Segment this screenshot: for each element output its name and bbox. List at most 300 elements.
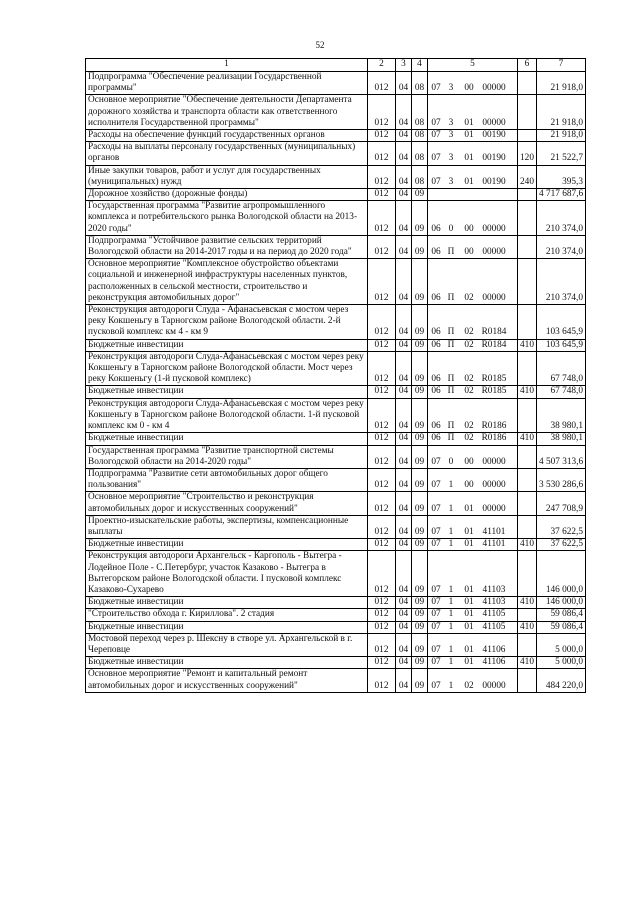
expense-type-code: 120 [518, 142, 537, 165]
subsection-code: 09 [412, 633, 428, 656]
target-code-segment: 07 [431, 539, 441, 550]
target-code-segment: 01 [464, 657, 474, 668]
expense-type-code [518, 633, 537, 656]
target-code-segment: 01 [464, 597, 474, 608]
header-col-4: 4 [412, 59, 428, 72]
amount: 103 645,9 [537, 339, 586, 351]
target-code-segment: 41103 [482, 597, 506, 608]
expense-type-code: 410 [518, 597, 537, 609]
target-code-segment: 07 [431, 526, 441, 537]
target-code-segment: 01 [464, 153, 474, 164]
target-code-segment: 00190 [482, 130, 506, 141]
ministry-code: 012 [368, 468, 396, 491]
table-row [86, 433, 586, 445]
target-code-segment: 00 [464, 456, 474, 467]
amount: 4 717 687,6 [537, 189, 586, 201]
section-code: 04 [396, 609, 412, 621]
target-code-segment: П [447, 386, 455, 397]
target-code-segment: 1 [448, 539, 454, 550]
target-code-segment: 07 [431, 621, 441, 632]
target-code-segment: 1 [448, 584, 454, 595]
target-code-segment: 06 [431, 421, 441, 432]
target-code-segment: 07 [431, 176, 441, 187]
subsection-code: 09 [412, 597, 428, 609]
target-code-segment: 00000 [482, 247, 506, 258]
section-code: 04 [396, 189, 412, 201]
amount: 247 708,9 [537, 492, 586, 515]
subsection-code: 09 [412, 398, 428, 433]
item-name: Бюджетные инвестиции [86, 621, 368, 633]
target-code-segment: 06 [431, 339, 441, 350]
section-code: 04 [396, 597, 412, 609]
target-code-segment: 0 [448, 223, 454, 234]
subsection-code: 09 [412, 468, 428, 491]
target-code-segment: 02 [464, 292, 474, 303]
target-code-segment: 00000 [482, 456, 506, 467]
target-code-segment: 41103 [482, 584, 506, 595]
amount: 37 622,5 [537, 539, 586, 551]
table-row [86, 235, 586, 258]
amount: 67 748,0 [537, 386, 586, 398]
table-row [86, 201, 586, 236]
section-code: 04 [396, 492, 412, 515]
item-name: Государственная программа "Развитие транспортной системы Вологодской области на 2014-2020 годы" [86, 445, 368, 468]
amount: 67 748,0 [537, 351, 586, 386]
amount: 210 374,0 [537, 201, 586, 236]
expense-type-code [518, 398, 537, 433]
ministry-code: 012 [368, 398, 396, 433]
target-article-code [428, 95, 518, 130]
subsection-code: 08 [412, 142, 428, 165]
section-code: 04 [396, 235, 412, 258]
item-name: Реконструкция автодороги Слуда - Афанасьевская с мостом через реку Кокшеньгу в Тарногском районе Вологодской области. 2-й пусковой комплекс км 4 - км 9 [86, 305, 368, 340]
amount: 484 220,0 [537, 669, 586, 692]
target-code-segment: 00 [464, 83, 474, 94]
target-code-segment: 00000 [482, 680, 506, 691]
target-code-segment: 06 [431, 292, 441, 303]
target-article-code [428, 165, 518, 188]
target-article-code [428, 657, 518, 669]
target-code-segment: П [447, 433, 455, 444]
target-code-segment: 06 [431, 327, 441, 338]
item-name: Реконструкция автодороги Слуда-Афанасьевская с мостом через реку Кокшеньгу в Тарногском районе Вологодской области. Мост через реку Кокшеньгу (1-й пусковой комплекс) [86, 351, 368, 386]
section-code: 04 [396, 142, 412, 165]
ministry-code: 012 [368, 189, 396, 201]
ministry-code: 012 [368, 609, 396, 621]
item-name: Основное мероприятие "Комплексное обустройство объектами социальной и инженерной инфраструктуры населенных пунктов, расположенных в сельской местности, строительство и реконструкция автомобильных дорог" [86, 259, 368, 305]
target-code-segment: 00190 [482, 153, 506, 164]
section-code: 04 [396, 657, 412, 669]
item-name: Иные закупки товаров, работ и услуг для государственных (муниципальных) нужд [86, 165, 368, 188]
target-code-segment: П [447, 247, 455, 258]
amount: 395,3 [537, 165, 586, 188]
section-code: 04 [396, 72, 412, 95]
target-article-code [428, 597, 518, 609]
target-article-code [428, 189, 518, 201]
section-code: 04 [396, 669, 412, 692]
target-code-segment: 02 [464, 386, 474, 397]
expense-type-code [518, 492, 537, 515]
target-code-segment: R0185 [481, 386, 507, 397]
ministry-code: 012 [368, 621, 396, 633]
subsection-code: 09 [412, 621, 428, 633]
ministry-code: 012 [368, 165, 396, 188]
section-code: 04 [396, 351, 412, 386]
amount: 21 918,0 [537, 95, 586, 130]
table-row [86, 386, 586, 398]
header-col-2: 2 [368, 59, 396, 72]
ministry-code: 012 [368, 259, 396, 305]
expense-type-code [518, 259, 537, 305]
subsection-code: 09 [412, 609, 428, 621]
item-name: Подпрограмма "Устойчивое развитие сельских территорий Вологодской области на 2014-2017 годы и на период до 2020 года" [86, 235, 368, 258]
target-code-segment: 07 [431, 456, 441, 467]
amount: 146 000,0 [537, 551, 586, 597]
section-code: 04 [396, 305, 412, 340]
header-col-3: 3 [396, 59, 412, 72]
budget-table [85, 58, 586, 693]
target-code-segment: 01 [464, 584, 474, 595]
target-code-segment: 07 [431, 117, 441, 128]
target-code-segment: П [447, 339, 455, 350]
target-code-segment: 00190 [482, 176, 506, 187]
target-article-code [428, 539, 518, 551]
section-code: 04 [396, 201, 412, 236]
target-article-code [428, 492, 518, 515]
table-row [86, 165, 586, 188]
section-code: 04 [396, 621, 412, 633]
target-code-segment: 07 [431, 584, 441, 595]
target-code-segment: 3 [448, 176, 454, 187]
table-row [86, 515, 586, 538]
target-code-segment: 02 [464, 433, 474, 444]
subsection-code: 09 [412, 189, 428, 201]
subsection-code: 09 [412, 386, 428, 398]
table-row [86, 539, 586, 551]
target-code-segment: 3 [448, 130, 454, 141]
subsection-code: 09 [412, 539, 428, 551]
subsection-code: 08 [412, 72, 428, 95]
amount: 146 000,0 [537, 597, 586, 609]
section-code: 04 [396, 551, 412, 597]
table-row [86, 597, 586, 609]
expense-type-code [518, 305, 537, 340]
target-article-code [428, 669, 518, 692]
ministry-code: 012 [368, 339, 396, 351]
target-code-segment: R0185 [481, 374, 507, 385]
target-code-segment: 41101 [482, 539, 506, 550]
target-code-segment: 1 [448, 597, 454, 608]
section-code: 04 [396, 515, 412, 538]
subsection-code: 09 [412, 657, 428, 669]
table-row [86, 189, 586, 201]
subsection-code: 09 [412, 492, 428, 515]
target-code-segment: 00 [464, 480, 474, 491]
target-code-segment: 06 [431, 386, 441, 397]
item-name: Бюджетные инвестиции [86, 657, 368, 669]
item-name: Подпрограмма "Обеспечение реализации Государственной программы" [86, 72, 368, 95]
item-name: Основное мероприятие "Строительство и реконструкция автомобильных дорог и искусственных сооружений" [86, 492, 368, 515]
target-code-segment: 01 [464, 609, 474, 620]
target-code-segment: 00 [464, 247, 474, 258]
target-code-segment: 00000 [482, 117, 506, 128]
subsection-code: 09 [412, 551, 428, 597]
target-code-segment: 00000 [482, 292, 506, 303]
subsection-code: 09 [412, 259, 428, 305]
amount: 38 980,1 [537, 433, 586, 445]
target-code-segment: 01 [464, 621, 474, 632]
item-name: Основное мероприятие "Обеспечение деятельности Департамента дорожного хозяйства и транспорта области как ответственного исполнителя Государственной программы" [86, 95, 368, 130]
amount: 21 522,7 [537, 142, 586, 165]
table-row [86, 633, 586, 656]
amount: 210 374,0 [537, 235, 586, 258]
table-row [86, 445, 586, 468]
item-name: Государственная программа "Развитие агропромышленного комплекса и потребительского рынка Вологодской области на 2013-2020 годы" [86, 201, 368, 236]
target-code-segment: 1 [448, 480, 454, 491]
item-name: Бюджетные инвестиции [86, 597, 368, 609]
target-code-segment: 01 [464, 503, 474, 514]
section-code: 04 [396, 633, 412, 656]
amount: 59 086,4 [537, 609, 586, 621]
table-row [86, 468, 586, 491]
ministry-code: 012 [368, 445, 396, 468]
target-code-segment: R0184 [481, 327, 507, 338]
target-code-segment: 02 [464, 680, 474, 691]
subsection-code: 08 [412, 130, 428, 142]
item-name: Расходы на обеспечение функций государственных органов [86, 130, 368, 142]
target-article-code [428, 339, 518, 351]
amount: 4 507 313,6 [537, 445, 586, 468]
target-article-code [428, 433, 518, 445]
page-number: 52 [315, 40, 325, 50]
table-row [86, 492, 586, 515]
item-name: "Строительство обхода г. Кириллова". 2 стадия [86, 609, 368, 621]
table-row [86, 130, 586, 142]
target-article-code [428, 445, 518, 468]
expense-type-code: 410 [518, 539, 537, 551]
item-name: Бюджетные инвестиции [86, 339, 368, 351]
target-code-segment: 00000 [482, 503, 506, 514]
target-code-segment: 41106 [482, 657, 506, 668]
amount: 103 645,9 [537, 305, 586, 340]
expense-type-code [518, 189, 537, 201]
ministry-code: 012 [368, 539, 396, 551]
target-code-segment: 01 [464, 539, 474, 550]
expense-type-code [518, 515, 537, 538]
ministry-code: 012 [368, 305, 396, 340]
target-code-segment: 00000 [482, 480, 506, 491]
expense-type-code [518, 95, 537, 130]
ministry-code: 012 [368, 72, 396, 95]
target-code-segment: 07 [431, 83, 441, 94]
target-article-code [428, 609, 518, 621]
item-name: Бюджетные инвестиции [86, 433, 368, 445]
subsection-code: 09 [412, 201, 428, 236]
target-article-code [428, 235, 518, 258]
ministry-code: 012 [368, 433, 396, 445]
amount: 21 918,0 [537, 72, 586, 95]
target-code-segment: 41105 [482, 621, 506, 632]
expense-type-code [518, 609, 537, 621]
expense-type-code: 410 [518, 621, 537, 633]
item-name: Бюджетные инвестиции [86, 386, 368, 398]
target-code-segment: 06 [431, 247, 441, 258]
target-code-segment: 07 [431, 644, 441, 655]
ministry-code: 012 [368, 130, 396, 142]
ministry-code: 012 [368, 235, 396, 258]
target-article-code [428, 72, 518, 95]
table-row [86, 142, 586, 165]
subsection-code: 09 [412, 351, 428, 386]
section-code: 04 [396, 259, 412, 305]
target-code-segment: 02 [464, 374, 474, 385]
target-code-segment: 41105 [482, 609, 506, 620]
expense-type-code [518, 130, 537, 142]
section-code: 04 [396, 468, 412, 491]
expense-type-code [518, 351, 537, 386]
target-code-segment: 07 [431, 657, 441, 668]
section-code: 04 [396, 433, 412, 445]
ministry-code: 012 [368, 551, 396, 597]
expense-type-code: 410 [518, 657, 537, 669]
target-article-code [428, 468, 518, 491]
target-code-segment: R0186 [481, 433, 507, 444]
target-code-segment: 01 [464, 526, 474, 537]
target-code-segment: 06 [431, 223, 441, 234]
target-code-segment: 00000 [482, 223, 506, 234]
item-name: Бюджетные инвестиции [86, 539, 368, 551]
target-article-code [428, 621, 518, 633]
item-name: Проектно-изыскательские работы, экспертизы, компенсационные выплаты [86, 515, 368, 538]
target-code-segment: 07 [431, 680, 441, 691]
expense-type-code [518, 235, 537, 258]
target-code-segment: 3 [448, 83, 454, 94]
target-code-segment: 06 [431, 374, 441, 385]
subsection-code: 09 [412, 669, 428, 692]
ministry-code: 012 [368, 95, 396, 130]
amount: 59 086,4 [537, 621, 586, 633]
amount: 3 530 286,6 [537, 468, 586, 491]
amount: 5 000,0 [537, 657, 586, 669]
target-code-segment: 01 [464, 644, 474, 655]
target-article-code [428, 398, 518, 433]
subsection-code: 09 [412, 515, 428, 538]
item-name: Дорожное хозяйство (дорожные фонды) [86, 189, 368, 201]
table-row [86, 657, 586, 669]
ministry-code: 012 [368, 492, 396, 515]
target-code-segment: 07 [431, 609, 441, 620]
target-code-segment: 1 [448, 503, 454, 514]
target-code-segment: 41106 [482, 644, 506, 655]
ministry-code: 012 [368, 597, 396, 609]
expense-type-code: 410 [518, 433, 537, 445]
target-article-code [428, 351, 518, 386]
table-row [86, 621, 586, 633]
amount: 210 374,0 [537, 259, 586, 305]
target-code-segment: 1 [448, 657, 454, 668]
header-col-7: 7 [537, 59, 586, 72]
target-article-code [428, 551, 518, 597]
target-code-segment: П [447, 292, 455, 303]
expense-type-code: 410 [518, 339, 537, 351]
ministry-code: 012 [368, 201, 396, 236]
amount: 5 000,0 [537, 633, 586, 656]
table-row [86, 259, 586, 305]
table-row [86, 609, 586, 621]
section-code: 04 [396, 398, 412, 433]
table-row [86, 305, 586, 340]
subsection-code: 08 [412, 165, 428, 188]
target-code-segment: 07 [431, 480, 441, 491]
target-code-segment: 41101 [482, 526, 506, 537]
expense-type-code [518, 201, 537, 236]
item-name: Подпрограмма "Развитие сети автомобильных дорог общего пользования" [86, 468, 368, 491]
target-code-segment: 01 [464, 117, 474, 128]
target-code-segment: 07 [431, 130, 441, 141]
header-col-5: 5 [428, 59, 518, 72]
target-code-segment: 0 [448, 456, 454, 467]
ministry-code: 012 [368, 657, 396, 669]
target-article-code [428, 386, 518, 398]
target-code-segment: 1 [448, 621, 454, 632]
target-article-code [428, 130, 518, 142]
subsection-code: 09 [412, 339, 428, 351]
target-code-segment: П [447, 421, 455, 432]
expense-type-code: 410 [518, 386, 537, 398]
ministry-code: 012 [368, 351, 396, 386]
target-code-segment: 01 [464, 130, 474, 141]
target-article-code [428, 142, 518, 165]
table-row [86, 339, 586, 351]
target-article-code [428, 305, 518, 340]
amount: 38 980,1 [537, 398, 586, 433]
item-name: Основное мероприятие "Ремонт и капитальный ремонт автомобильных дорог и искусственных сооружений" [86, 669, 368, 692]
ministry-code: 012 [368, 633, 396, 656]
target-code-segment: П [447, 327, 455, 338]
target-code-segment: 1 [448, 609, 454, 620]
target-article-code [428, 259, 518, 305]
amount: 37 622,5 [537, 515, 586, 538]
expense-type-code [518, 72, 537, 95]
table-row [86, 398, 586, 433]
expense-type-code [518, 551, 537, 597]
amount: 21 918,0 [537, 130, 586, 142]
ministry-code: 012 [368, 142, 396, 165]
table-row [86, 551, 586, 597]
item-name: Мостовой переход через р. Шексну в створе ул. Архангельской в г. Череповце [86, 633, 368, 656]
target-code-segment: 07 [431, 503, 441, 514]
target-code-segment: 07 [431, 153, 441, 164]
target-code-segment: 01 [464, 176, 474, 187]
section-code: 04 [396, 165, 412, 188]
target-article-code [428, 633, 518, 656]
subsection-code: 09 [412, 235, 428, 258]
item-name: Расходы на выплаты персоналу государственных (муниципальных) органов [86, 142, 368, 165]
subsection-code: 08 [412, 95, 428, 130]
item-name: Реконструкция автодороги Слуда-Афанасьевская с мостом через реку Кокшеньгу в Тарногском районе Вологодской области. 1-й пусковой комплекс км 0 - км 4 [86, 398, 368, 433]
target-code-segment: 00000 [482, 83, 506, 94]
expense-type-code: 240 [518, 165, 537, 188]
subsection-code: 09 [412, 305, 428, 340]
target-code-segment: 02 [464, 421, 474, 432]
section-code: 04 [396, 539, 412, 551]
section-code: 04 [396, 386, 412, 398]
section-code: 04 [396, 445, 412, 468]
expense-type-code [518, 445, 537, 468]
target-code-segment: 02 [464, 327, 474, 338]
subsection-code: 09 [412, 433, 428, 445]
section-code: 04 [396, 130, 412, 142]
